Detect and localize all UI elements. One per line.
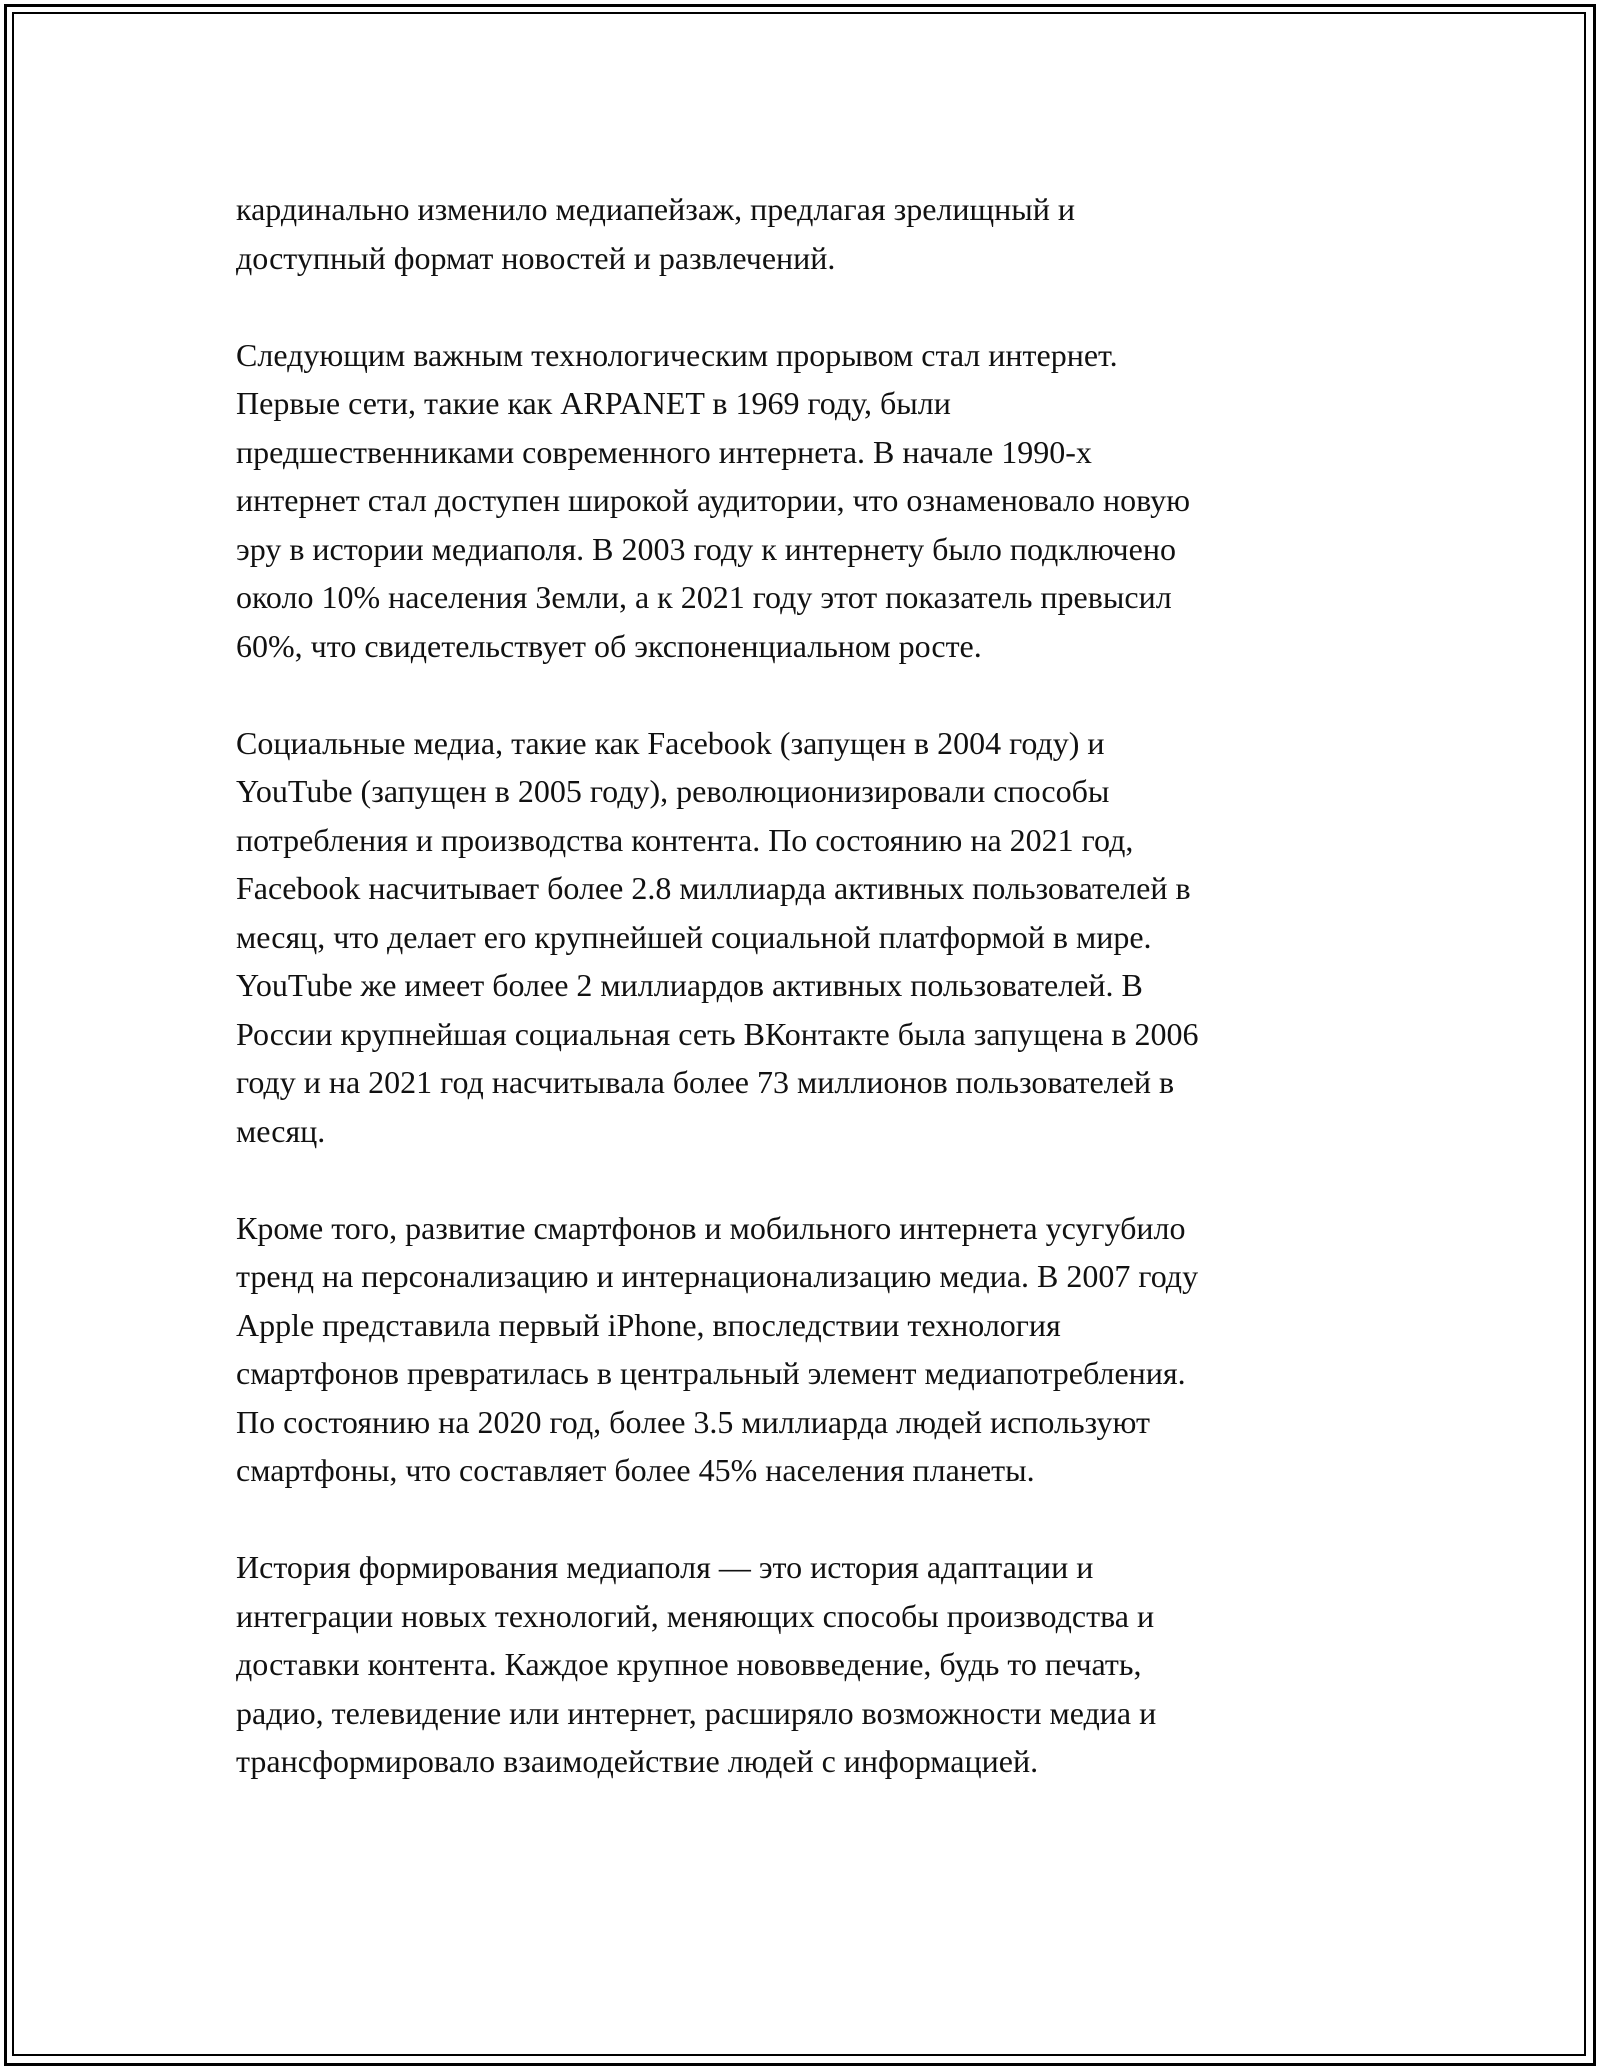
paragraph-tv-continuation: кардинально изменило медиапейзаж, предлагая зрелищный и доступный формат новостей и развлечений.	[236, 191, 1076, 276]
document-body	[236, 185, 1356, 1786]
paragraph-internet: Следующим важным технологическим прорывом стал интернет. Первые сети, такие как ARPANET в 1969 году, были предшественниками современного интернета. В начале 1990-х интернет стал доступен широкой аудитории, что ознаменовало новую эру в истории медиаполя. В 2003 году к интернету было подключено около 10% населения Земли, а к 2021 году этот показатель превысил 60%, что свидетельствует об экспоненциальном росте.	[236, 336, 1191, 664]
paragraph-conclusion: История формирования медиаполя — это история адаптации и интеграции новых технологий, меняющих способы производства и доставки контента. Каждое крупное нововведение, будь то печать, радио, телевидение или интернет, расширяло возможности медиа и трансформировало взаимодействие людей с информацией.	[236, 1549, 1157, 1779]
paragraph-smartphones: Кроме того, развитие смартфонов и мобильного интернета усугубило тренд на персонализацию и интернационализацию медиа. В 2007 году Apple представила первый iPhone, впоследствии технология смартфонов превратилась в центральный элемент медиапотребления. По состоянию на 2020 год, более 3.5 миллиарда людей используют смартфоны, что составляет более 45% населения планеты.	[236, 1209, 1199, 1488]
paragraph-social-media: Социальные медиа, такие как Facebook (запущен в 2004 году) и YouTube (запущен в 2005 году), революционизировали способы потребления и производства контента. По состоянию на 2021 год, Facebook насчитывает более 2.8 миллиарда активных пользователей в месяц, что делает его крупнейшей социальной платформой в мире. YouTube же имеет более 2 миллиардов активных пользователей. В России крупнейшая социальная сеть ВКонтакте была запущена в 2006 году и на 2021 год насчитывала более 73 миллионов пользователей в месяц.	[236, 724, 1199, 1149]
